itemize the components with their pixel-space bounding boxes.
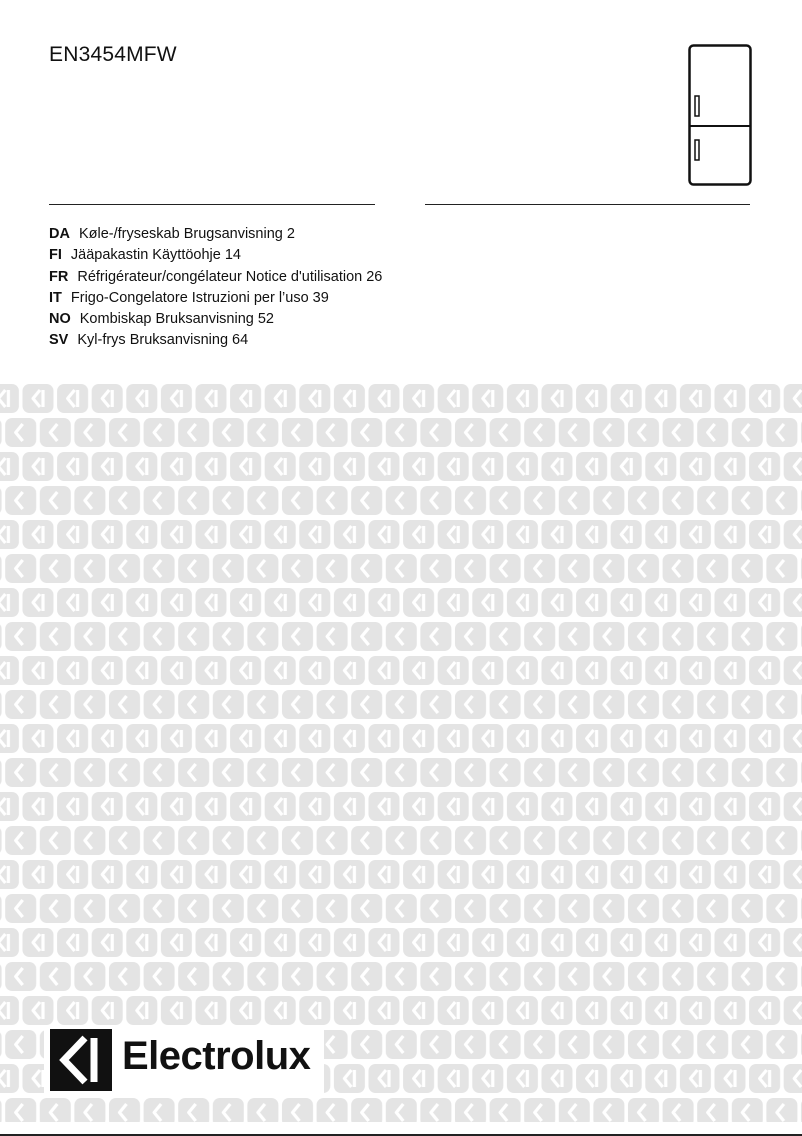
language-title: Køle-/fryseskab Brugsanvisning 2 bbox=[78, 226, 295, 242]
language-code: FR bbox=[49, 268, 69, 285]
language-item bbox=[49, 267, 382, 288]
language-item bbox=[49, 288, 382, 309]
model-number: EN3454MFW bbox=[49, 43, 177, 66]
brand-logo bbox=[44, 1026, 324, 1098]
language-item bbox=[49, 330, 382, 351]
language-item bbox=[49, 309, 382, 330]
brand-name: Electrolux bbox=[122, 1034, 311, 1078]
language-code: FI bbox=[49, 247, 62, 264]
fridge-freezer-icon bbox=[688, 44, 752, 186]
language-code: IT bbox=[49, 289, 62, 306]
language-code: DA bbox=[49, 226, 70, 242]
divider-right bbox=[425, 204, 750, 205]
language-code: NO bbox=[49, 311, 71, 328]
language-title: Kombiskap Bruksanvisning 52 bbox=[79, 311, 274, 328]
language-code: SV bbox=[49, 332, 69, 349]
language-title: Réfrigérateur/congélateur Notice d'utilisation 26 bbox=[77, 268, 383, 285]
language-list bbox=[49, 224, 382, 352]
language-item bbox=[49, 224, 382, 245]
electrolux-logo-icon bbox=[50, 1029, 112, 1091]
language-item bbox=[49, 245, 382, 266]
language-title: Frigo-Congelatore Istruzioni per l’uso 39 bbox=[70, 289, 329, 306]
language-title: Kyl-frys Bruksanvisning 64 bbox=[77, 332, 249, 349]
divider-left bbox=[49, 204, 375, 205]
brand-pattern-background bbox=[0, 382, 802, 1122]
language-title: Jääpakastin Käyttöohje 14 bbox=[70, 247, 241, 264]
